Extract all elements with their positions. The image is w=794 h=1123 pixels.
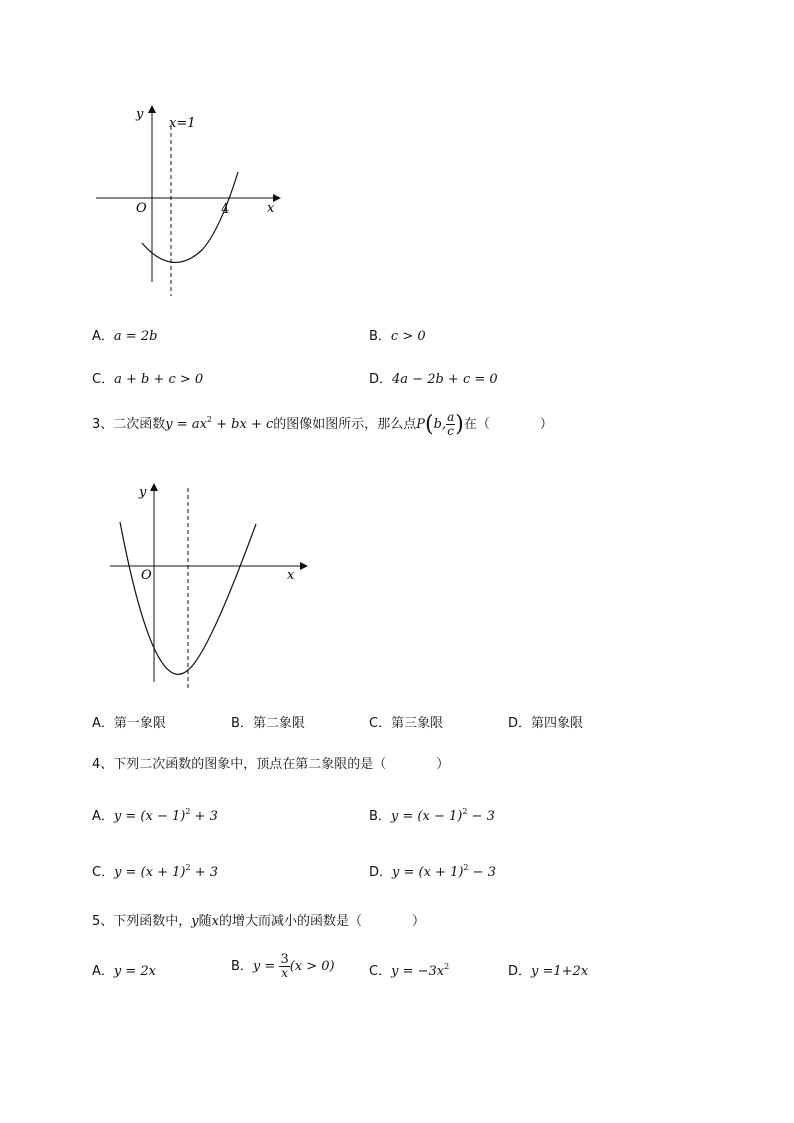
option-letter: B． xyxy=(231,959,253,974)
q4-text: 下列二次函数的图象中，顶点在第二象限的是（ xyxy=(113,757,387,772)
q3-point-p: P xyxy=(416,417,426,432)
y-axis-label: y xyxy=(136,107,144,122)
q4-close: ） xyxy=(436,757,450,772)
symmetry-label: x=1 xyxy=(169,116,196,131)
parabola-curve xyxy=(142,172,238,262)
q3-text-before: 二次函数 xyxy=(113,417,166,432)
q5-text-b: 随 xyxy=(198,914,212,929)
option-expr: y =1+2x xyxy=(531,964,589,979)
left-paren-icon: ( xyxy=(425,411,434,437)
q4-number: 4、 xyxy=(92,757,114,772)
option-expr-base: y = (x + 1) xyxy=(392,865,464,880)
q3-func-eq: = xyxy=(172,417,192,432)
option-exponent: 2 xyxy=(185,863,191,872)
option-letter: B． xyxy=(369,809,391,824)
q2-option-c[interactable] xyxy=(92,368,203,387)
q4-stem xyxy=(92,753,449,772)
option-text: 第四象限 xyxy=(531,716,584,731)
q3-option-a[interactable] xyxy=(92,712,166,731)
option-text: 第二象限 xyxy=(252,716,305,731)
q4-option-a[interactable] xyxy=(92,805,218,824)
option-text: 第一象限 xyxy=(113,716,166,731)
x-axis-label: x xyxy=(267,201,275,216)
option-expr-tail: + 3 xyxy=(190,865,219,880)
option-text: 第三象限 xyxy=(391,716,444,731)
fraction-denominator: x xyxy=(281,966,288,980)
tick-4-label: 4 xyxy=(221,202,230,217)
q3-frac-num: a xyxy=(447,410,455,424)
option-letter: A． xyxy=(92,716,114,731)
option-letter: C． xyxy=(92,372,115,387)
y-axis-label: y xyxy=(139,485,147,500)
option-expr-post: (x > 0) xyxy=(289,959,335,974)
option-expr: y = 2x xyxy=(113,964,157,979)
q3-stem xyxy=(92,410,553,440)
option-exponent: 2 xyxy=(444,962,450,971)
option-exponent: 2 xyxy=(185,807,191,816)
q3-text-after: 在（ xyxy=(463,417,490,432)
q2-option-d[interactable] xyxy=(369,368,498,387)
q5-option-b[interactable] xyxy=(231,952,335,982)
right-paren-icon: ) xyxy=(455,411,464,437)
option-letter: A． xyxy=(92,964,114,979)
q4-option-d[interactable] xyxy=(369,861,496,880)
q5-close: ） xyxy=(412,914,426,929)
q3-point-b: b, xyxy=(433,417,447,432)
q3-option-c[interactable] xyxy=(369,712,443,731)
q3-func-exp: 2 xyxy=(206,415,213,424)
q3-number: 3、 xyxy=(92,417,114,432)
origin-label: O xyxy=(136,201,147,216)
option-exponent: 2 xyxy=(463,863,469,872)
q5-number: 5、 xyxy=(92,914,114,929)
option-letter: D． xyxy=(369,372,393,387)
option-expr-base: y = (x − 1) xyxy=(390,809,463,824)
option-letter: C． xyxy=(369,964,392,979)
option-expr-base: y = (x + 1) xyxy=(114,865,186,880)
option-exponent: 2 xyxy=(462,807,468,816)
q2-option-a[interactable] xyxy=(92,325,157,344)
option-letter: B． xyxy=(369,329,391,344)
q3-func-rest: + bx + c xyxy=(212,417,274,432)
option-letter: C． xyxy=(369,716,392,731)
q5-option-d[interactable] xyxy=(508,960,588,979)
option-expr-tail: + 3 xyxy=(190,809,218,824)
option-expr-tail: − 3 xyxy=(468,865,496,880)
option-expr-base: y = (x − 1) xyxy=(113,809,186,824)
option-letter: D． xyxy=(369,865,393,880)
fraction-numerator: 3 xyxy=(280,952,289,967)
q5-var-y: y xyxy=(191,914,199,929)
parabola-graph-2 xyxy=(100,480,320,690)
q3-text-middle: 的图像如图所示，那么点 xyxy=(273,417,417,432)
q3-close: ） xyxy=(539,417,553,432)
parabola-graph-1 xyxy=(90,100,290,300)
q5-text-c: 的增大而减小的函数是（ xyxy=(219,914,363,929)
q3-fraction xyxy=(446,411,455,438)
q5-text-a: 下列函数中， xyxy=(113,914,192,929)
option-expr: y = −3x xyxy=(391,964,445,979)
option-letter: B． xyxy=(231,716,253,731)
option-letter: D． xyxy=(508,964,532,979)
option-letter: A． xyxy=(92,329,114,344)
option-expr: c > 0 xyxy=(390,329,426,344)
origin-label: O xyxy=(141,568,152,583)
q3-option-b[interactable] xyxy=(231,712,305,731)
option-fraction xyxy=(279,953,289,980)
q3-func-ax: ax xyxy=(191,417,207,432)
option-expr-tail: − 3 xyxy=(467,809,495,824)
q2-option-b[interactable] xyxy=(369,325,426,344)
option-expr: 4a − 2b + c = 0 xyxy=(392,372,498,387)
option-letter: D． xyxy=(508,716,532,731)
q4-option-c[interactable] xyxy=(92,861,218,880)
q5-option-c[interactable] xyxy=(369,960,449,979)
option-expr: a = 2b xyxy=(113,329,158,344)
q5-stem xyxy=(92,910,425,929)
option-letter: A． xyxy=(92,809,114,824)
option-expr-pre: y = xyxy=(252,959,280,974)
q3-option-d[interactable] xyxy=(508,712,583,731)
q3-func-y: y xyxy=(165,417,173,432)
option-expr: a + b + c > 0 xyxy=(114,372,204,387)
x-axis-label: x xyxy=(287,568,295,583)
q4-option-b[interactable] xyxy=(369,805,495,824)
q3-frac-den: c xyxy=(447,424,455,438)
q5-option-a[interactable] xyxy=(92,960,156,979)
q5-var-x: x xyxy=(211,914,220,929)
option-letter: C． xyxy=(92,865,115,880)
